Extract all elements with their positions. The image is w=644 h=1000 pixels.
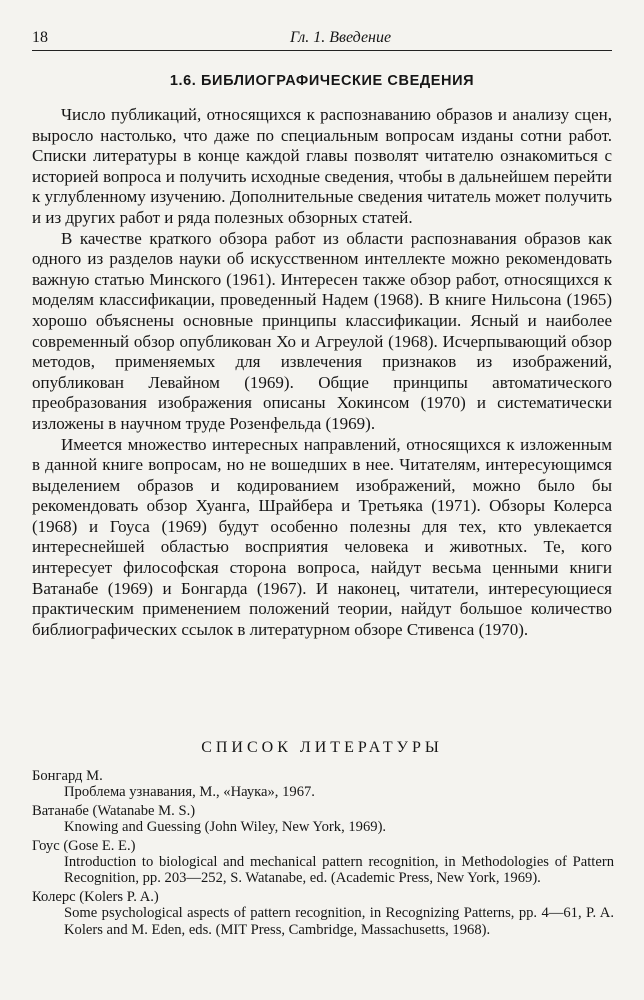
references-list bbox=[32, 768, 614, 940]
reference-entry bbox=[32, 803, 614, 836]
reference-work: Introduction to biological and mechanical pattern recognition, in Methodologies of Pattern Recognition, pp. 203—252, S. Watanabe, ed. (Academic Press, New York, 1969). bbox=[64, 854, 614, 887]
page-number: 18 bbox=[32, 29, 48, 46]
chapter-title: Гл. 1. Введение bbox=[290, 29, 392, 46]
paragraph: Число публикаций, относящихся к распознаванию образов и анализу сцен, выросло настолько, что даже по специальным вопросам изданы сотни работ. Списки литературы в конце каждой главы позволят читателю ознакомиться с историей вопроса и получить исходные сведения, чтобы в дальнейшем перейти к углубленному изучению. Дополнительные сведения читатель может получить и из других работ и ряда полезных обзорных статей. bbox=[32, 105, 612, 227]
header-rule bbox=[32, 50, 612, 51]
reference-author: Гоус (Gose E. E.) bbox=[32, 837, 136, 854]
running-header bbox=[32, 27, 612, 49]
reference-author: Ватанабе (Watanabe M. S.) bbox=[32, 802, 196, 819]
paragraph: Имеется множество интересных направлений, относящихся к изложенным в данной книге вопросам, но не вошедших в нее. Читателям, интересующимся выделением образов и кодированием изображений, можно было бы рекомендовать обзор Хуанга, Шрайбера и Третьяка (1971). Обзоры Колерса (1968) и Гоуса (1969) будут особенно полезны для тех, кто увлекается интереснейшей областью восприятия человека и животных. Те, кого интересует философская сторона вопроса, найдут весьма ценными книги Ватанабе (1969) и Бонгарда (1967). И наконец, читатели, интересующиеся практическим применением положений теории, найдут большое количество библиографических ссылок в литературном обзоре Стивенса (1970). bbox=[32, 434, 612, 639]
section-heading: 1.6. БИБЛИОГРАФИЧЕСКИЕ СВЕДЕНИЯ bbox=[169, 73, 475, 89]
references-heading: СПИСОК ЛИТЕРАТУРЫ bbox=[201, 739, 443, 756]
reference-entry bbox=[32, 838, 614, 887]
section-body bbox=[32, 105, 612, 640]
reference-author: Колерс (Kolers P. A.) bbox=[32, 888, 159, 905]
reference-work: Knowing and Guessing (John Wiley, New York, 1969). bbox=[64, 819, 387, 836]
paragraph: В качестве краткого обзора работ из области распознавания образов как одного из разделов науки об искусственном интеллекте можно рекомендовать важную статью Минского (1961). Интересен также обзор работ, относящихся к моделям классификации, проведенный Надем (1968). В книге Нильсона (1965) хорошо объяснены основные принципы классификации. Ясный и наиболее современный обзор опубликован Хо и Агреулой (1968). Исчерпывающий обзор методов, применяемых для извлечения признаков из изображений, опубликован Левайном (1969). Общие принципы автоматического преобразования изображения описаны Хокинсом (1970) и систематически изложены в научном труде Розенфельда (1969). bbox=[32, 228, 612, 433]
reference-entry bbox=[32, 768, 614, 801]
reference-entry bbox=[32, 889, 614, 938]
reference-author: Бонгард М. bbox=[32, 768, 103, 784]
reference-work: Some psychological aspects of pattern recognition, in Recognizing Patterns, pp. 4—61, P. A. Kolers and M. Eden, eds. (MIT Press, Cambridge, Massachusetts, 1968). bbox=[64, 905, 614, 938]
reference-work: Проблема узнавания, М., «Наука», 1967. bbox=[64, 784, 315, 801]
